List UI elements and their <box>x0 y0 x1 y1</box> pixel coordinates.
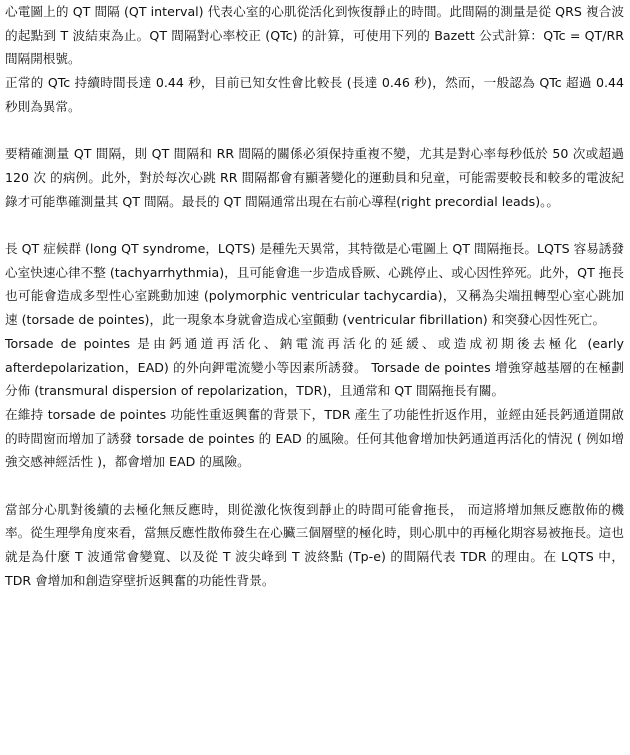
paragraph-qt-definition: 心電圖上的 QT 間隔 (QT interval) 代表心室的心肌從活化到恢復靜止的時間。此間隔的測量是從 QRS 複合波的起點到 T 波結束為止。QT 間隔對心率校正 (QTc) 的計算，可使用下列的 Bazett 公式計算：QTc = QT/RR 間隔開根號。 <box>5 4 624 67</box>
paragraph-dispersion: 當部分心肌對後續的去極化無反應時，則從激化恢復到靜止的時間可能會拖長， 而這將增加無反應散佈的機率。從生理學角度來看，當無反應性散佈發生在心臟三個層壁的極化時，則心肌中的再極化期容易被拖長。這也就是為什麼 T 波通常會變寬、以及從 T 波尖峰到 T 波終點 (Tp-e) 的間隔代表 TDR 的理由。在 LQTS 中，TDR 會增加和創造穿壁折返興奮的功能性背景。 <box>5 501 624 588</box>
paragraph-lqts: 長 QT 症候群 (long QT syndrome，LQTS) 是種先天異常，其特徵是心電圖上 QT 間隔拖長。LQTS 容易誘發心室快速心律不整 (tachyarrhythmia)，且可能會進一步造成昏厥、心跳停止、或心因性猝死。此外，QT 拖長也可能會造成多型性心室跳動加速 (polymorphic ventricular tachycardia)，又稱為尖端扭轉型心室心跳加速 (torsade de pointes)，此一現象本身就會造成心室顫動 (ventricular fibrillation) 和突發心因性死亡。 <box>5 241 624 328</box>
paragraph-tdr-reentry: 在維持 torsade de pointes 功能性重返興奮的背景下，TDR 產生了功能性折返作用，並經由延長鈣通道開啟的時間窗而增加了誘發 torsade de pointes 的 EAD 的風險。任何其他會增加快鈣通道再活化的情況 ( 例如增強交感神經活性 )，都會增加 EAD 的風險。 <box>5 406 624 470</box>
paragraph-measurement: 要精確測量 QT 間隔，則 QT 間隔和 RR 間隔的關係必須保持重複不變，尤其是對心率每秒低於 50 次或超過 120 次 的病例。此外，對於每次心跳 RR 間隔都會有顯著變化的運動員和兒童，可能需要較長和較多的電波紀錄才可能準確測量其 QT 間隔。最長的 QT 間隔通常出現在右前心導程(right precordial leads)。。 <box>5 146 624 209</box>
paragraph-torsade-causes: Torsade de pointes 是由鈣通道再活化、鈉電流再活化的延緩、或造成初期後去極化 (early afterdepolarization，EAD) 的外向鉀電流變小等因素所誘發。 Torsade de pointes 增強穿越基層的在極劃分佈 (transmural dispersion of repolarization，TDR)，且通常和 QT 間隔拖長有關。 <box>5 335 624 399</box>
paragraph-gap <box>5 213 624 237</box>
paragraph-normal-qtc: 正常的 QTc 持續時間長達 0.44 秒，目前已知女性會比較長 (長達 0.46 秒)，然而，一般認為 QTc 超過 0.44 秒則為異常。 <box>5 75 624 114</box>
paragraph-gap <box>5 474 624 498</box>
paragraph-gap <box>5 119 624 143</box>
